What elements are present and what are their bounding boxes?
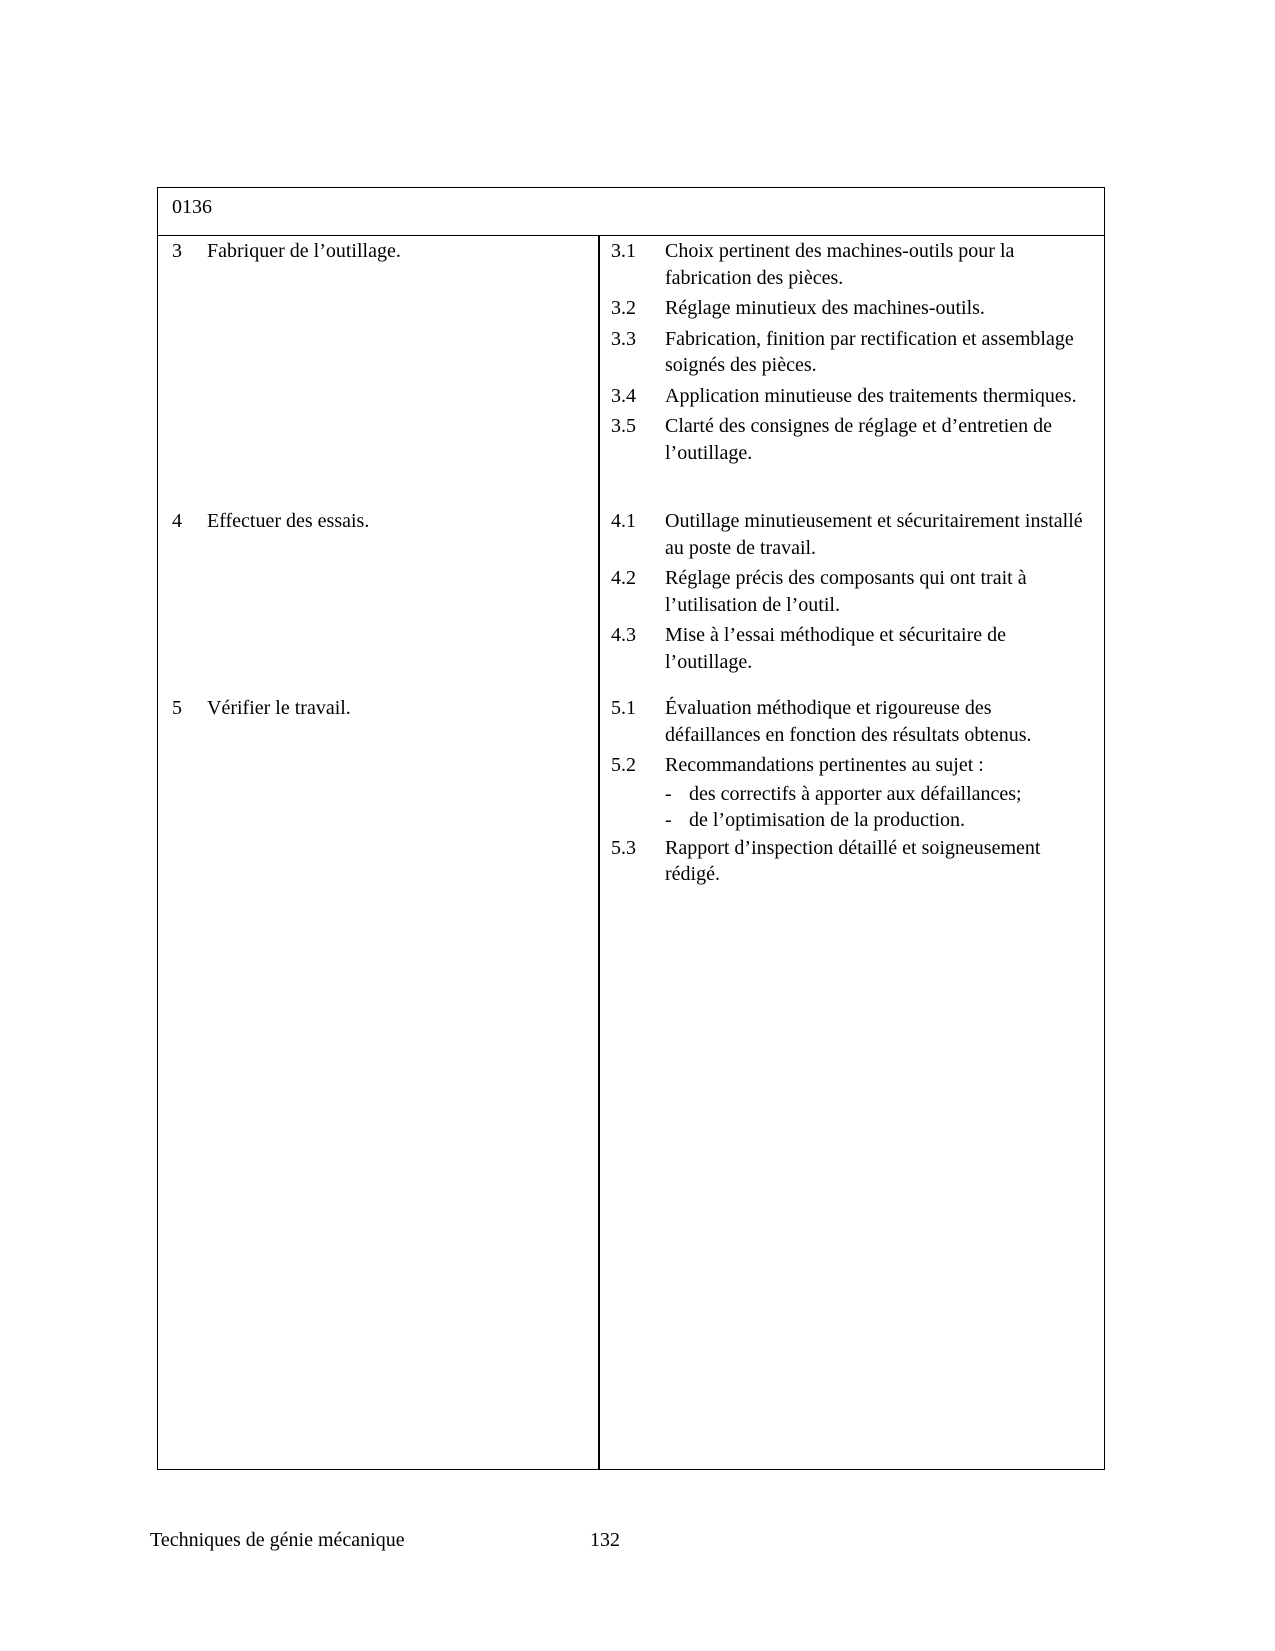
criterion-number: 4.2 (611, 567, 636, 589)
criteria-list (611, 238, 1091, 470)
criterion-number: 3.2 (611, 297, 636, 319)
footer-page-number: 132 (590, 1529, 620, 1551)
criterion-number: 5.1 (611, 697, 636, 719)
element-number: 3 (172, 240, 182, 262)
criterion-number: 4.1 (611, 510, 636, 532)
dash-bullet: - (665, 808, 672, 831)
element-number: 4 (172, 510, 182, 532)
page-footer (150, 1528, 620, 1552)
element-text: Effectuer des essais. (207, 510, 370, 532)
element-text: Vérifier le travail. (207, 697, 351, 719)
criterion-text: Application minutieuse des traitements thermiques. (665, 384, 1077, 407)
sub-item (665, 807, 1091, 833)
criterion-text: Réglage précis des composants qui ont trait à l’utilisation de l’outil. (665, 567, 1027, 616)
criterion-number: 5.3 (611, 836, 636, 859)
criterion (611, 695, 1091, 748)
criterion (611, 295, 1091, 322)
sub-item-list (665, 781, 1091, 833)
criterion-text: Choix pertinent des machines-outils pour la fabrication des pièces. (665, 240, 1015, 289)
criterion-number: 4.3 (611, 624, 636, 646)
criterion (611, 835, 1091, 888)
criterion-text: Évaluation méthodique et rigoureuse des défaillances en fonction des résultats obtenus. (665, 697, 1032, 746)
element-row (172, 695, 351, 721)
criterion (611, 565, 1091, 618)
criterion (611, 752, 1091, 779)
criterion-text: Réglage minutieux des machines-outils. (665, 297, 985, 319)
criterion (611, 622, 1091, 675)
criterion-text: Fabrication, finition par rectification et assemblage soignés des pièces. (665, 327, 1074, 376)
criterion-number: 3.1 (611, 240, 636, 262)
element-text: Fabriquer de l’outillage. (207, 240, 401, 262)
competency-code: 0136 (172, 196, 212, 218)
sub-item-text: des correctifs à apporter aux défaillances; (689, 782, 1022, 805)
criterion-text: Outillage minutieusement et sécuritairement installé au poste de travail. (665, 510, 1083, 559)
criterion-text: Rapport d’inspection détaillé et soigneusement rédigé. (665, 836, 1041, 885)
criterion (611, 326, 1091, 379)
element-row (172, 238, 401, 264)
criterion-number: 3.3 (611, 327, 636, 350)
criterion (611, 238, 1091, 291)
criterion-number: 3.4 (611, 384, 636, 407)
dash-bullet: - (665, 782, 672, 805)
criterion (611, 508, 1091, 561)
element-number: 5 (172, 697, 182, 719)
criterion-text: Recommandations pertinentes au sujet : (665, 754, 984, 776)
criterion (611, 413, 1091, 466)
criterion-number: 5.2 (611, 754, 636, 776)
criteria-list (611, 695, 1091, 892)
criteria-list (611, 508, 1091, 679)
column-divider (598, 236, 600, 1469)
sub-item-text: de l’optimisation de la production. (689, 808, 966, 831)
criterion (611, 383, 1091, 410)
criterion-number: 3.5 (611, 415, 636, 437)
footer-program-name: Techniques de génie mécanique (150, 1529, 405, 1551)
criterion-text: Clarté des consignes de réglage et d’entretien de l’outillage. (665, 415, 1053, 464)
competency-table (157, 187, 1105, 1470)
element-row (172, 508, 369, 534)
sub-item (665, 781, 1091, 807)
table-header-row (158, 188, 1104, 236)
criterion-text: Mise à l’essai méthodique et sécuritaire de l’outillage. (665, 624, 1006, 673)
